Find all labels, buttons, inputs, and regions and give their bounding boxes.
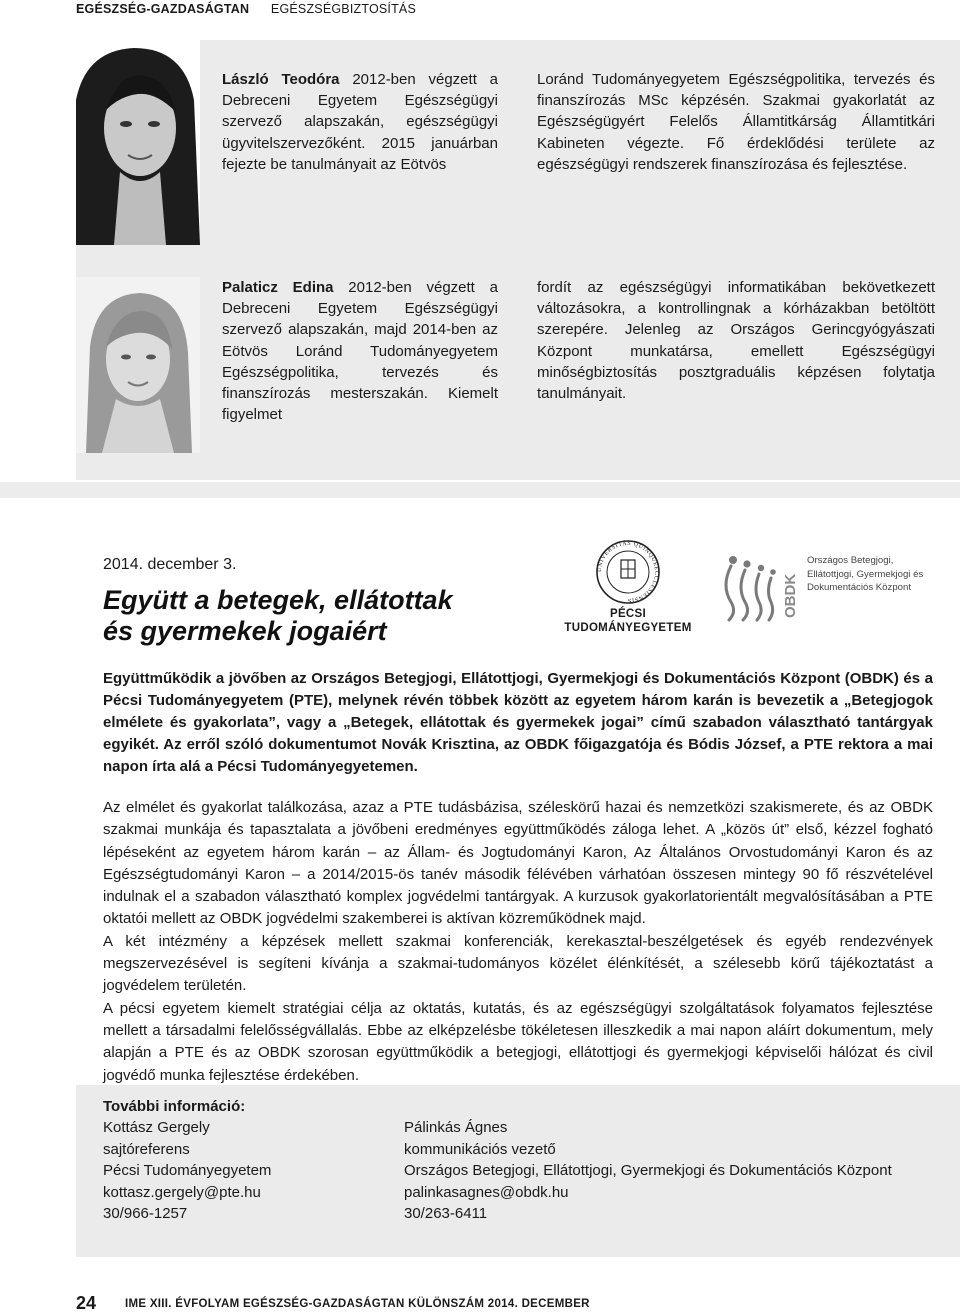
body-paragraph-1: Az elmélet és gyakorlat találkozása, azaz a PTE tudásbázisa, széleskörű hazai és nemzetközi szakismerete, és az OBDK szakmai munkája és tapasztalata a jövőbeni eredményes együttműködés záloga lehet. A „közös út” első, kézzel fogható lépéseként az egyetem három karán – az Állam- és Jogtudományi Karon, Az Általános Orvostudományi Karon és az Egészségtudományi Karon – a 2014/2015-ös tanév második félévében várhatóan összesen mintegy 90 fő részvételével indulnak el a szabadon választható komplex jogvédelmi tantárgyak. A kurzusok gyakorlatorientált megvalósításában a PTE oktatói mellett az OBDK jogvédelmi szakemberei is aktívan közreműködnek majd. xyxy=(103,799,933,928)
obdk-vertical-text: OBDK xyxy=(782,573,799,618)
headline-line-1: Együtt a betegek, ellátottak xyxy=(103,585,453,615)
separator-band xyxy=(0,482,960,498)
contact-right-email[interactable]: palinkasagnes@obdk.hu xyxy=(404,1183,569,1201)
contact-right-phone: 30/263-6411 xyxy=(404,1205,488,1222)
obdk-name xyxy=(807,554,929,595)
contact-left-email[interactable]: kottasz.gergely@pte.hu xyxy=(103,1183,261,1201)
author-photo-1 xyxy=(76,40,200,245)
obdk-figures-icon xyxy=(711,536,807,641)
subsection-label: EGÉSZSÉGBIZTOSÍTÁS xyxy=(270,2,416,16)
contact-left-role: sajtóreferens xyxy=(103,1140,190,1158)
bio-2-name: Palaticz Edina xyxy=(222,279,334,296)
bio-1-name: László Teodóra xyxy=(222,71,340,88)
obdk-line-2: Ellátottjogi, Gyermekjogi és xyxy=(807,568,924,580)
obdk-line-3: Dokumentációs Központ xyxy=(807,582,911,593)
article-date: 2014. december 3. xyxy=(103,556,237,573)
headline-line-2: és gyermekek jogaiért xyxy=(103,616,387,646)
pte-seal-text: UNIVERSITAS QUINQUEECCLESIENSIS xyxy=(596,540,660,604)
body-paragraph-3: A pécsi egyetem kiemelt stratégiai célja az oktatás, kutatás, és az egészségügyi szolgáltatások folyamatos fejlesztése mellett a társadalmi felelősségvállalás. Ebbe az elképzelésbe tökéletesen illeszkedik a mai napon aláírt dokumentum, mely alapján a PTE és az OBDK szorosan együttműködik a betegjogi, ellátottjogi és gyermekjogi képviselői hálózat és civil jogvédő munka fejlesztése érdekében. xyxy=(103,999,933,1084)
bio-2-col-2: fordít az egészségügyi informatikában bekövetkezett változásokra, a kontrollingnak a kórházakban betöltött szerepére. Jelenleg az Országos Gerincgyógyászati Központ munkatársa, emellett Egészségügyi minőségbiztosítás posztgraduális képzésen folytatja tanulmányait. xyxy=(537,279,935,403)
contact-right-org: Országos Betegjogi, Ellátottjogi, Gyermekjogi és Dokumentációs Központ xyxy=(404,1162,892,1179)
bio-1-col-2: Loránd Tudományegyetem Egészségpolitika, tervezés és finanszírozás MSc képzésén. Szakmai gyakorlatát az Egészségügyért Felelős Államtitkárság Államtitkári Kabineten végezte. Fő érdeklődési területe az egészségügyi rendszerek finanszírozása és fejlesztése. xyxy=(537,71,935,173)
obdk-line-1: Országos Betegjogi, xyxy=(807,555,894,566)
bio-2-text-a: 2012-ben végzett a Debreceni Egyetem Egészségügyi szervező alapszakán, majd 2014-ben az Eötvös Loránd Tudományegyetem Egészségpolitika, tervezés és finanszírozás mesterszakán. Kiemelt figyelmet xyxy=(222,279,498,424)
contact-left-name: Kottász Gergely xyxy=(103,1119,210,1136)
bio-1-col-1 xyxy=(222,69,498,175)
contact-right-name: Pálinkás Ágnes xyxy=(404,1119,508,1136)
contact-left xyxy=(103,1117,383,1225)
body-paragraph-2: A két intézmény a képzések mellett szakmai konferenciák, kerekasztal-beszélgetések és egyéb rendezvények megszervezésével is segíteni kívánja a szakmai-tudományos közélet élénkítését, a szélesebb körű tájékoztatást a jogvédelem területén. xyxy=(103,932,933,995)
pte-seal-icon xyxy=(557,536,699,606)
contacts-title: További információ: xyxy=(103,1098,246,1115)
page-number: 24 xyxy=(76,1293,97,1313)
article-body xyxy=(103,797,933,1087)
pte-name-line-1: PÉCSI xyxy=(609,608,646,620)
obdk-logo xyxy=(711,536,930,641)
article-lead: Együttműködik a jövőben az Országos Betegjogi, Ellátottjogi, Gyermekjogi és Dokumentációs Központ (OBDK) és a Pécsi Tudományegyetem (PTE), melynek révén többek között az egyetem három karán is bevezetik a „Betegjogok elmélete és gyakorlata”, vagy a „Betegek, ellátottak és gyermekek jogai” című szabadon választható tantárgyak egyikét. Az erről szóló dokumentumot Novák Krisztina, az OBDK főigazgatója és Bódis József, a PTE rektora a mai napon írta alá a Pécsi Tudományegyetemen. xyxy=(103,670,933,775)
running-head xyxy=(76,2,416,16)
section-label: EGÉSZSÉG-GAZDASÁGTAN xyxy=(76,2,250,16)
contact-left-phone: 30/966-1257 xyxy=(103,1205,188,1222)
pte-name-line-2: TUDOMÁNYEGYETEM xyxy=(564,622,692,634)
footer-title: IME XIII. ÉVFOLYAM EGÉSZSÉG-GAZDASÁGTAN KÜLÖNSZÁM 2014. DECEMBER xyxy=(125,1298,590,1310)
contact-right-role: kommunikációs vezető xyxy=(404,1140,556,1158)
contact-right xyxy=(404,1117,944,1225)
pte-logo xyxy=(557,536,699,641)
author-photo-2 xyxy=(76,277,200,453)
bio-2-col-1 xyxy=(222,277,498,425)
contact-left-org: Pécsi Tudományegyetem xyxy=(103,1162,272,1179)
bio-1-text-a: 2012-ben végzett a Debreceni Egyetem Egészségügyi szervező alapszakán, egészségügyi ügyvitelszervezőként. 2015 januárban fejezte be tanulmányait az Eötvös xyxy=(222,71,498,173)
article-headline xyxy=(103,585,543,647)
